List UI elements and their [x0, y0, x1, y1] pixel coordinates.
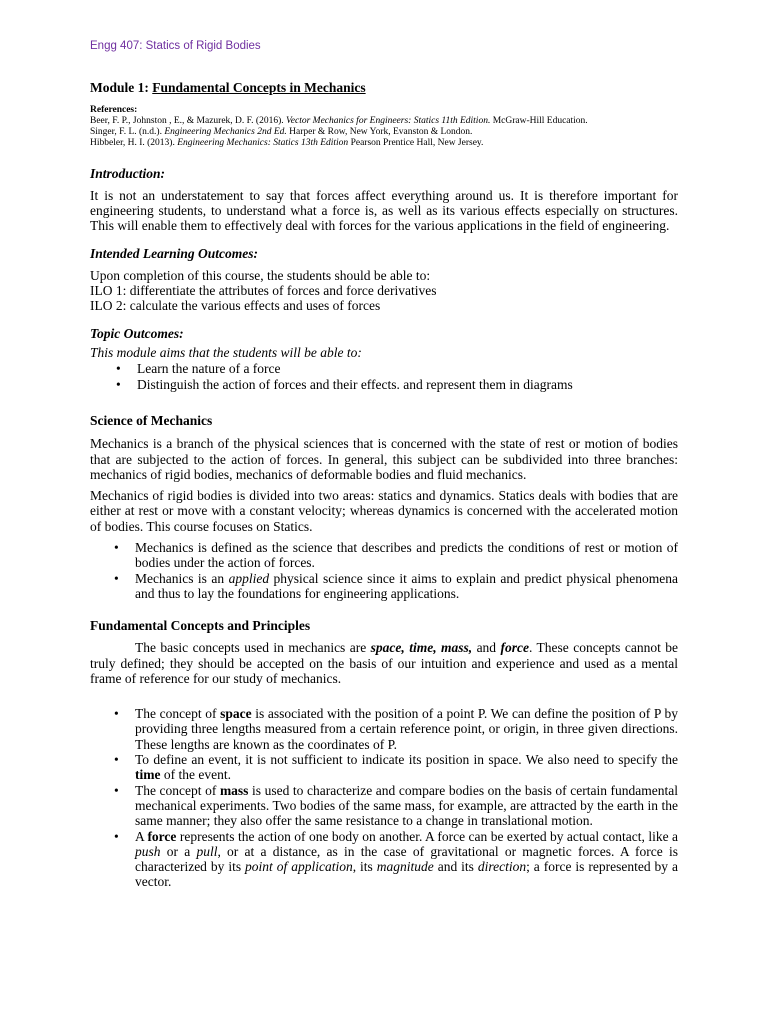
- fundamental-paragraph: The basic concepts used in mechanics are space, time, mass, and force. These concepts cannot be truly defined; they should be accepted on the basis of our intuition and experience and used as a mental frame of reference for our study of mechanics.: [90, 640, 679, 686]
- topic-outcomes-heading: Topic Outcomes:: [90, 326, 184, 342]
- science-paragraph: Mechanics is a branch of the physical sciences that is concerned with the state of rest or motion of bodies that are subjected to the action of forces. In general, this subject can be subdivided into three branches: mechanics of rigid bodies, mechanics of deformable bodies and fluid mechanics.: [90, 436, 678, 482]
- introduction-heading: Introduction:: [90, 165, 166, 181]
- bullet-icon: •: [116, 376, 121, 392]
- ilo-line: ILO 2: calculate the various effects and uses of forces: [90, 298, 381, 314]
- science-heading: Science of Mechanics: [90, 413, 213, 429]
- references-label: References:: [90, 105, 138, 115]
- list-item: • To define an event, it is not sufficient to indicate its position in space. We also need to specify the time of the event.: [114, 752, 678, 783]
- introduction-text: It is not an understatement to say that forces affect everything around us. It is therefore important for engineering students, to understand what a force is, as well as its various effects especially on structures. This will enable them to effectively deal with forces for the various applications in the field of engineering.: [90, 187, 678, 234]
- list-item: • The concept of space is associated with the position of a point P. We can define the position of P by providing three lengths measured from a certain reference point, or origin, in three given directions. These lengths are known as the coordinates of P.: [114, 706, 678, 752]
- topic-outcomes-intro: This module aims that the students will be able to:: [90, 345, 362, 361]
- document-body: [90, 80, 678, 890]
- module-title-underlined: Fundamental Concepts in Mechanics: [152, 80, 366, 95]
- list-item: • Mechanics is defined as the science that describes and predicts the conditions of rest or motion of bodies under the action of forces.: [114, 540, 678, 571]
- bullet-icon: •: [114, 752, 119, 768]
- list-item: • Distinguish the action of forces and their effects. and represent them in diagrams: [116, 376, 573, 392]
- bullet-icon: •: [114, 570, 119, 586]
- list-item: • Mechanics is an applied physical science since it aims to explain and predict physical phenomena and thus to lay the foundations for engineering applications.: [114, 570, 678, 601]
- bullet-icon: •: [114, 706, 119, 722]
- bullet-icon: •: [114, 540, 119, 556]
- ilo-line: ILO 1: differentiate the attributes of forces and force derivatives: [90, 282, 437, 298]
- reference-item: Beer, F. P., Johnston , E., & Mazurek, D. F. (2016). Vector Mechanics for Engineers: Statics 11th Edition. McGraw-Hill Education.: [90, 116, 588, 126]
- topic-outcomes-list: [90, 361, 678, 393]
- ilo-line: Upon completion of this course, the students should be able to:: [90, 267, 431, 283]
- fundamental-heading: Fundamental Concepts and Principles: [90, 618, 311, 634]
- list-item: • Learn the nature of a force: [116, 360, 281, 376]
- bullet-icon: •: [114, 782, 119, 798]
- list-item: • A force represents the action of one body on another. A force can be exerted by actual contact, like a push or a pull, or at a distance, as in the case of gravitational or magnetic forces. A force is characterized by its point of application, its magnitude and its direction; a force is represented by a vector.: [114, 828, 678, 890]
- ilo-heading: Intended Learning Outcomes:: [90, 245, 259, 261]
- bullet-icon: •: [116, 360, 121, 376]
- science-paragraph: Mechanics of rigid bodies is divided into two areas: statics and dynamics. Statics deals with bodies that are either at rest or move with a constant velocity; whereas dynamics is concerned with the accelerated motion of bodies. This course focuses on Statics.: [90, 488, 678, 534]
- science-list: [90, 540, 678, 601]
- module-title: Module 1: Fundamental Concepts in Mechanics: [90, 80, 366, 95]
- bullet-icon: •: [114, 828, 119, 844]
- reference-item: Hibbeler, H. I. (2013). Engineering Mechanics: Statics 13th Edition Pearson Prentice Hall, New Jersey.: [90, 138, 484, 149]
- reference-item: Singer, F. L. (n.d.). Engineering Mechanics 2nd Ed. Harper & Row, New York, Evanston & London.: [90, 127, 473, 138]
- fundamental-list: [90, 706, 678, 890]
- course-header: Engg 407: Statics of Rigid Bodies: [90, 40, 261, 52]
- list-item: • The concept of mass is used to characterize and compare bodies on the basis of certain fundamental mechanical experiments. Two bodies of the same mass, for example, are attracted by the earth in the same manner; they also offer the same resistance to a change in translational motion.: [114, 782, 678, 829]
